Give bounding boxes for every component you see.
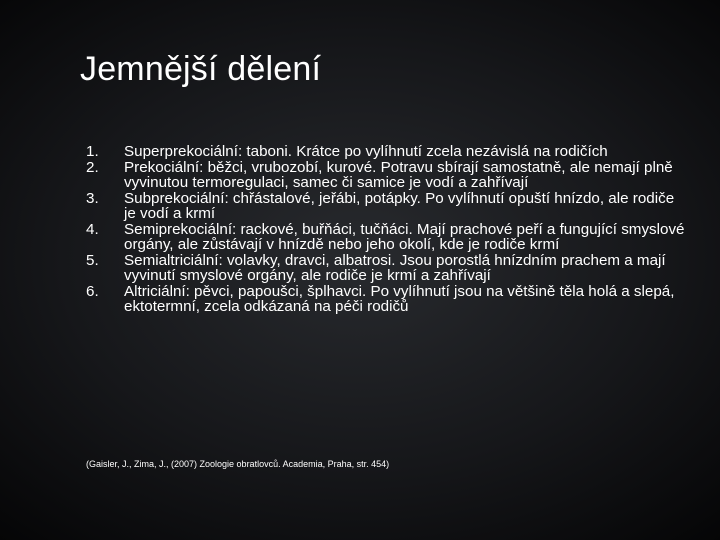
list-item-number: 3. bbox=[86, 189, 99, 207]
list-item-number: 1. bbox=[86, 143, 99, 160]
list-item-text: Semiprekociální: rackové, buřňáci, tučňáci. Mají prachové peří a fungující smyslové orgány, ale zůstávají v hnízdě nebo jeho okolí, kde je rodiče krmí bbox=[124, 220, 685, 253]
list-item-text: Prekociální: běžci, vrubozobí, kurové. Potravu sbírají samostatně, ale nemají plně vyvinutou termoregulaci, samec či samice je vodí a zahřívají bbox=[124, 158, 673, 191]
list-item-number: 2. bbox=[86, 158, 99, 176]
list-item bbox=[86, 284, 686, 315]
list-item-text: Semialtriciální: volavky, dravci, albatrosi. Jsou porostlá hnízdním prachem a mají vyvinutí smyslové orgány, ale rodiče je krmí a zahřívají bbox=[124, 251, 666, 284]
list-item bbox=[86, 191, 686, 222]
list-item-text: Subprekociální: chřástalové, jeřábi, potápky. Po vylíhnutí opuští hnízdo, ale rodiče je vodí a krmí bbox=[124, 189, 675, 222]
list-item-text: Altriciální: pěvci, papoušci, šplhavci. Po vylíhnutí jsou na většině těla holá a slepá, ektotermní, zcela odkázaná na péči rodičů bbox=[124, 282, 675, 315]
list-item bbox=[86, 160, 686, 191]
slide-title: Jemnější dělení bbox=[80, 50, 322, 88]
list-item bbox=[86, 222, 686, 253]
list-item-number: 4. bbox=[86, 220, 99, 238]
source-citation: (Gaisler, J., Zima, J., (2007) Zoologie obratlovců. Academia, Praha, str. 454) bbox=[86, 459, 390, 469]
list-item-number: 5. bbox=[86, 251, 99, 269]
numbered-list bbox=[86, 144, 686, 315]
list-item-number: 6. bbox=[86, 282, 99, 300]
list-item bbox=[86, 144, 686, 160]
list-item bbox=[86, 253, 686, 284]
list-item-text: Superprekociální: taboni. Krátce po vylíhnutí zcela nezávislá na rodičích bbox=[124, 143, 608, 160]
